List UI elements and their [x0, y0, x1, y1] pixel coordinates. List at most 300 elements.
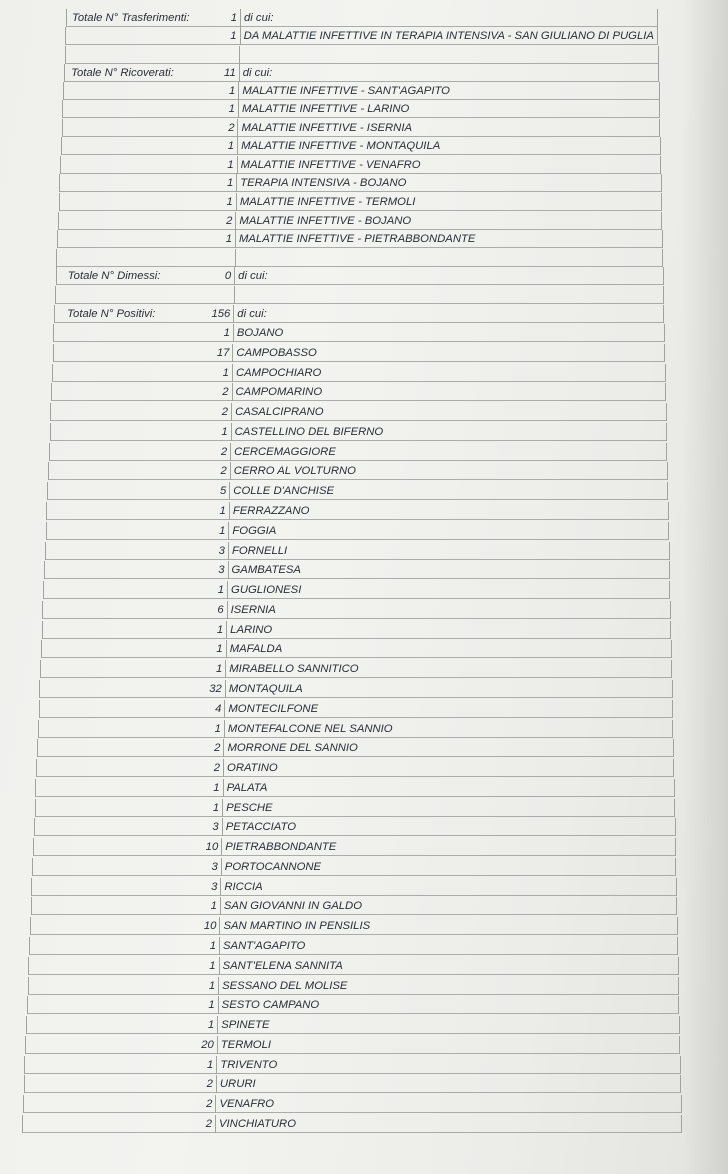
left-border — [46, 502, 47, 520]
column-divider — [228, 542, 229, 560]
ricoverati-item-name: MALATTIE INFETTIVE - BOJANO — [239, 215, 412, 227]
ricoverati-item-count: 1 — [225, 233, 232, 245]
positivi-item-name: CAMPOCHIARO — [235, 366, 322, 379]
column-divider — [229, 482, 230, 500]
positivi-item-count: 1 — [207, 1019, 215, 1032]
left-border — [41, 640, 42, 658]
positivi-item-name: SANT'AGAPITO — [223, 940, 306, 953]
positivi-item-name: PETACCIATO — [225, 821, 296, 834]
positivi-item-name: VENAFRO — [219, 1098, 275, 1111]
left-border — [39, 700, 40, 718]
left-border — [63, 82, 64, 100]
positivi-item-count: 1 — [212, 801, 220, 814]
column-divider — [226, 621, 227, 639]
positivi-item-name: FOGGIA — [232, 524, 277, 537]
positivi-item-count: 2 — [206, 1098, 213, 1111]
column-divider — [240, 9, 241, 27]
column-divider — [219, 937, 220, 955]
column-divider — [232, 344, 233, 362]
right-border — [669, 581, 670, 599]
positivi-total-label: Totale N° Positivi: — [67, 308, 156, 320]
column-divider — [217, 1016, 218, 1034]
column-divider — [225, 660, 226, 678]
column-divider — [219, 957, 220, 975]
right-border — [666, 443, 667, 461]
column-divider — [240, 27, 241, 45]
right-border — [659, 82, 660, 100]
column-divider — [227, 601, 228, 619]
column-divider — [224, 700, 225, 718]
column-divider — [235, 249, 236, 267]
positivi-item-count: 1 — [210, 900, 217, 913]
left-border — [40, 660, 41, 678]
positivi-item-name: ORATINO — [227, 762, 278, 775]
column-divider — [232, 383, 233, 401]
left-border — [35, 779, 36, 797]
column-divider — [224, 720, 225, 738]
column-divider — [218, 977, 219, 995]
positivi-item-count: 20 — [201, 1038, 214, 1051]
positivi-item-name: TRIVENTO — [220, 1058, 278, 1071]
right-border — [676, 878, 677, 896]
positivi-item-row — [23, 1096, 682, 1113]
column-divider — [225, 680, 226, 698]
right-border — [665, 364, 666, 382]
positivi-item-row — [39, 701, 673, 718]
ricoverati-item-count: 2 — [226, 215, 233, 227]
left-border — [59, 174, 60, 192]
right-border — [664, 344, 665, 362]
transfers-item-row — [65, 28, 658, 45]
right-border — [673, 739, 674, 757]
positivi-item-count: 1 — [221, 425, 228, 438]
positivi-item-row — [36, 760, 674, 777]
right-border — [679, 1036, 680, 1054]
right-border — [663, 267, 664, 285]
right-border — [671, 640, 672, 658]
left-border — [25, 1036, 26, 1054]
left-border — [50, 423, 51, 441]
positivi-item-count: 1 — [219, 524, 226, 537]
positivi-item-count: 3 — [212, 821, 219, 834]
positivi-item-count: 1 — [208, 999, 215, 1012]
left-border — [35, 799, 36, 817]
di-cui-note: di cui: — [244, 12, 274, 24]
right-border — [663, 286, 664, 304]
positivi-item-row — [38, 721, 674, 738]
positivi-item-count: 1 — [215, 663, 223, 676]
column-divider — [220, 878, 221, 896]
positivi-item-name: PIETRABBONDANTE — [225, 841, 337, 854]
right-border — [657, 27, 658, 45]
left-border — [38, 720, 39, 738]
left-border — [53, 344, 54, 362]
ricoverati-item-name: MALATTIE INFETTIVE - ISERNIA — [241, 122, 413, 134]
column-divider — [237, 119, 238, 137]
positivi-item-count: 3 — [218, 544, 225, 557]
left-border — [65, 27, 66, 45]
ricoverati-item-row — [58, 213, 662, 230]
positivi-item-name: CAMPOMARINO — [235, 386, 323, 399]
positivi-item-count: 3 — [211, 860, 218, 873]
left-border — [56, 267, 57, 285]
positivi-item-name: COLLE D'ANCHISE — [233, 485, 335, 498]
positivi-item-row — [22, 1116, 682, 1133]
positivi-item-name: SANT'ELENA SANNITA — [222, 959, 343, 972]
column-divider — [218, 996, 219, 1014]
positivi-item-count: 2 — [220, 445, 228, 458]
positivi-item-row — [42, 622, 672, 639]
right-border — [662, 230, 663, 248]
positivi-item-name: SAN MARTINO IN PENSILIS — [223, 920, 371, 933]
ricoverati-item-row — [60, 157, 661, 174]
ricoverati-item-count: 1 — [227, 140, 235, 152]
right-border — [664, 324, 665, 342]
column-divider — [221, 838, 222, 856]
right-border — [669, 542, 670, 560]
column-divider — [228, 522, 229, 540]
positivi-total-count: 156 — [211, 308, 231, 320]
positivi-item-name: MONTAQUILA — [228, 682, 303, 695]
column-divider — [219, 917, 220, 935]
positivi-item-row — [34, 819, 676, 836]
positivi-item-count: 1 — [207, 1058, 214, 1071]
ricoverati-item-count: 2 — [228, 122, 235, 134]
positivi-item-count: 4 — [215, 702, 222, 715]
left-border — [51, 383, 52, 401]
column-divider — [222, 799, 223, 817]
right-border — [672, 680, 673, 698]
column-divider — [230, 462, 231, 480]
positivi-item-name: CASALCIPRANO — [235, 406, 324, 419]
positivi-item-name: PORTOCANNONE — [224, 860, 322, 873]
right-border — [658, 64, 659, 82]
right-border — [667, 482, 668, 500]
positivi-item-name: CERRO AL VOLTURNO — [233, 465, 356, 478]
ricoverati-item-count: 1 — [227, 159, 234, 171]
positivi-item-count: 2 — [220, 465, 227, 478]
right-border — [677, 937, 678, 955]
left-border — [54, 305, 55, 323]
left-border — [32, 858, 33, 876]
positivi-item-name: TERMOLI — [220, 1038, 271, 1051]
right-border — [660, 137, 661, 155]
positivi-item-name: MONTEFALCONE NEL SANNIO — [227, 722, 393, 735]
positivi-item-row — [39, 681, 672, 698]
positivi-item-row — [50, 424, 667, 441]
ricoverati-item-name: MALATTIE INFETTIVE - TERMOLI — [239, 196, 416, 208]
column-divider — [233, 324, 234, 342]
left-border — [62, 100, 63, 118]
positivi-item-name: LARINO — [230, 623, 273, 636]
right-border — [675, 858, 676, 876]
positivi-item-row — [45, 543, 670, 560]
right-border — [678, 996, 679, 1014]
column-divider — [234, 286, 235, 304]
positivi-item-name: URURI — [219, 1078, 256, 1091]
right-border — [665, 383, 666, 401]
left-border — [49, 443, 50, 461]
positivi-item-row — [49, 444, 668, 461]
ricoverati-item-count: 1 — [226, 196, 233, 208]
positivi-item-name: BOJANO — [236, 327, 284, 339]
ricoverati-header-row — [64, 65, 659, 82]
left-border — [47, 482, 48, 500]
right-border — [658, 46, 659, 64]
left-border — [62, 119, 63, 137]
positivi-item-row — [51, 384, 666, 401]
column-divider — [231, 403, 232, 421]
column-divider — [239, 46, 240, 64]
right-border — [674, 799, 675, 817]
left-border — [26, 1016, 27, 1034]
positivi-item-count: 1 — [223, 327, 230, 339]
di-cui-note: di cui: — [237, 308, 267, 320]
column-divider — [238, 100, 239, 118]
positivi-item-row — [50, 404, 666, 421]
column-divider — [233, 305, 234, 323]
page-shadow — [682, 0, 728, 1174]
column-divider — [226, 640, 227, 658]
positivi-item-count: 6 — [217, 603, 224, 616]
left-border — [60, 156, 61, 174]
left-border — [42, 601, 43, 619]
ricoverati-item-row — [59, 175, 661, 192]
positivi-item-name: MORRONE DEL SANNIO — [227, 742, 358, 755]
positivi-item-row — [40, 661, 672, 678]
column-divider — [232, 364, 233, 382]
column-divider — [237, 156, 238, 174]
positivi-header-row — [54, 306, 664, 323]
positivi-item-row — [31, 898, 678, 915]
column-divider — [220, 897, 221, 915]
transfers-item-count: 1 — [230, 30, 237, 42]
right-border — [666, 403, 667, 421]
positivi-item-row — [46, 523, 670, 540]
ricoverati-item-row — [59, 194, 662, 211]
ricoverati-item-name: TERAPIA INTENSIVA - BOJANO — [240, 177, 407, 189]
positivi-item-count: 1 — [216, 643, 223, 656]
ricoverati-item-name: MALATTIE INFETTIVE - VENAFRO — [240, 159, 421, 171]
positivi-item-name: SESTO CAMPANO — [221, 999, 320, 1012]
ricoverati-item-count: 1 — [228, 103, 235, 115]
right-border — [670, 621, 671, 639]
positivi-item-row — [48, 463, 668, 480]
right-border — [667, 462, 668, 480]
right-border — [680, 1056, 681, 1074]
positivi-item-name: FORNELLI — [231, 544, 288, 557]
column-divider — [237, 137, 238, 155]
blank-row — [55, 287, 664, 304]
right-border — [676, 897, 677, 915]
column-divider — [216, 1056, 217, 1074]
positivi-item-row — [47, 483, 668, 500]
right-border — [668, 522, 669, 540]
positivi-item-name: FERRAZZANO — [232, 504, 310, 517]
ricoverati-item-row — [62, 120, 661, 137]
positivi-item-count: 2 — [213, 762, 221, 775]
positivi-item-count: 1 — [216, 623, 224, 636]
right-border — [660, 156, 661, 174]
positivi-item-count: 17 — [216, 346, 230, 359]
left-border — [55, 286, 56, 304]
positivi-item-count: 3 — [218, 564, 225, 577]
right-border — [663, 305, 664, 323]
left-border — [27, 996, 28, 1014]
positivi-item-name: SPINETE — [221, 1019, 270, 1032]
positivi-item-row — [33, 839, 676, 856]
positivi-item-row — [35, 800, 676, 817]
blank-row — [65, 47, 659, 64]
positivi-item-count: 2 — [221, 406, 229, 419]
di-cui-note: di cui: — [242, 67, 273, 79]
positivi-item-row — [42, 602, 670, 619]
left-border — [65, 46, 66, 64]
left-border — [28, 977, 29, 995]
positivi-item-row — [28, 958, 678, 975]
transfers-total-count: 1 — [230, 12, 237, 24]
blank-row — [56, 250, 663, 267]
right-border — [672, 720, 673, 738]
dimessi-header-row — [56, 268, 664, 285]
left-border — [43, 581, 44, 599]
transfers-item-name: DA MALATTIE INFETTIVE IN TERAPIA INTENSIVA - SAN GIULIANO DI PUGLIA — [243, 30, 654, 42]
positivi-item-count: 1 — [209, 959, 216, 972]
positivi-item-row — [52, 365, 666, 382]
right-border — [661, 193, 662, 211]
left-border — [66, 9, 67, 27]
right-border — [662, 249, 663, 267]
positivi-item-name: SAN GIOVANNI IN GALDO — [223, 900, 362, 913]
positivi-item-count: 2 — [222, 386, 229, 399]
positivi-item-name: GAMBATESA — [231, 564, 301, 577]
left-border — [34, 818, 35, 836]
positivi-item-name: RICCIA — [224, 880, 263, 893]
positivi-item-count: 3 — [211, 880, 218, 893]
positivi-item-row — [53, 345, 666, 362]
positivi-item-count: 1 — [217, 584, 225, 597]
column-divider — [229, 502, 230, 520]
left-border — [58, 212, 59, 230]
left-border — [56, 249, 57, 267]
positivi-item-count: 2 — [205, 1118, 212, 1130]
left-border — [61, 137, 62, 155]
right-border — [657, 9, 658, 27]
column-divider — [234, 267, 235, 285]
positivi-item-name: MIRABELLO SANNITICO — [229, 663, 359, 676]
positivi-item-row — [53, 325, 664, 342]
left-border — [36, 759, 37, 777]
positivi-item-row — [31, 879, 676, 896]
column-divider — [223, 739, 224, 757]
right-border — [666, 423, 667, 441]
left-border — [33, 838, 34, 856]
right-border — [671, 660, 672, 678]
positivi-item-name: PESCHE — [226, 801, 273, 814]
positivi-item-row — [32, 859, 676, 876]
positivi-item-count: 2 — [214, 742, 221, 755]
right-border — [678, 957, 679, 975]
left-border — [53, 324, 54, 342]
left-border — [42, 621, 43, 639]
left-border — [48, 462, 49, 480]
left-border — [64, 64, 65, 82]
dimessi-total-label: Totale N° Dimessi: — [67, 270, 161, 282]
ricoverati-item-row — [57, 231, 663, 248]
ricoverati-total-label: Totale N° Ricoverati: — [71, 67, 174, 79]
column-divider — [230, 443, 231, 461]
positivi-item-name: ISERNIA — [230, 603, 276, 616]
positivi-item-row — [28, 978, 679, 995]
right-border — [669, 561, 670, 579]
right-border — [674, 779, 675, 797]
left-border — [57, 230, 58, 248]
transfers-total-label: Totale N° Trasferimenti: — [72, 12, 190, 24]
right-border — [677, 917, 678, 935]
right-border — [673, 759, 674, 777]
left-border — [50, 403, 51, 421]
column-divider — [215, 1115, 216, 1133]
left-border — [23, 1095, 24, 1113]
right-border — [670, 601, 671, 619]
ricoverati-total-count: 11 — [224, 67, 236, 79]
positivi-item-name: PALATA — [226, 781, 268, 794]
left-border — [28, 957, 29, 975]
left-border — [31, 897, 32, 915]
right-border — [679, 1016, 680, 1034]
ricoverati-item-row — [63, 83, 659, 100]
left-border — [52, 364, 53, 382]
positivi-item-count: 5 — [220, 485, 227, 498]
positivi-item-name: CASTELLINO DEL BIFERNO — [234, 425, 384, 438]
positivi-item-name: SESSANO DEL MOLISE — [222, 979, 348, 992]
right-border — [659, 100, 660, 118]
positivi-item-count: 1 — [222, 366, 229, 379]
ricoverati-item-row — [62, 101, 660, 118]
positivi-item-row — [30, 918, 678, 935]
left-border — [29, 937, 30, 955]
positivi-item-count: 2 — [206, 1078, 213, 1091]
positivi-item-name: MONTECILFONE — [228, 702, 319, 715]
left-border — [59, 193, 60, 211]
positivi-item-name: CAMPOBASSO — [236, 346, 317, 359]
positivi-item-row — [43, 582, 670, 599]
left-border — [46, 522, 47, 540]
ricoverati-item-name: MALATTIE INFETTIVE - PIETRABBONDANTE — [238, 233, 476, 245]
transfers-header-row — [66, 10, 658, 27]
right-border — [680, 1075, 681, 1093]
right-border — [661, 174, 662, 192]
left-border — [22, 1115, 23, 1133]
right-border — [659, 119, 660, 137]
column-divider — [217, 1036, 218, 1054]
left-border — [30, 917, 31, 935]
positivi-item-count: 1 — [209, 940, 217, 953]
positivi-item-count: 10 — [205, 841, 219, 854]
positivi-item-count: 1 — [219, 504, 226, 517]
positivi-item-row — [29, 938, 678, 955]
column-divider — [238, 82, 239, 100]
di-cui-note: di cui: — [238, 270, 268, 282]
column-divider — [239, 64, 240, 82]
ricoverati-item-count: 1 — [226, 177, 234, 189]
left-border — [24, 1056, 25, 1074]
left-border — [24, 1075, 25, 1093]
positivi-item-count: 1 — [213, 781, 220, 794]
positivi-item-row — [24, 1076, 682, 1093]
column-divider — [227, 581, 228, 599]
positivi-item-row — [24, 1057, 680, 1074]
